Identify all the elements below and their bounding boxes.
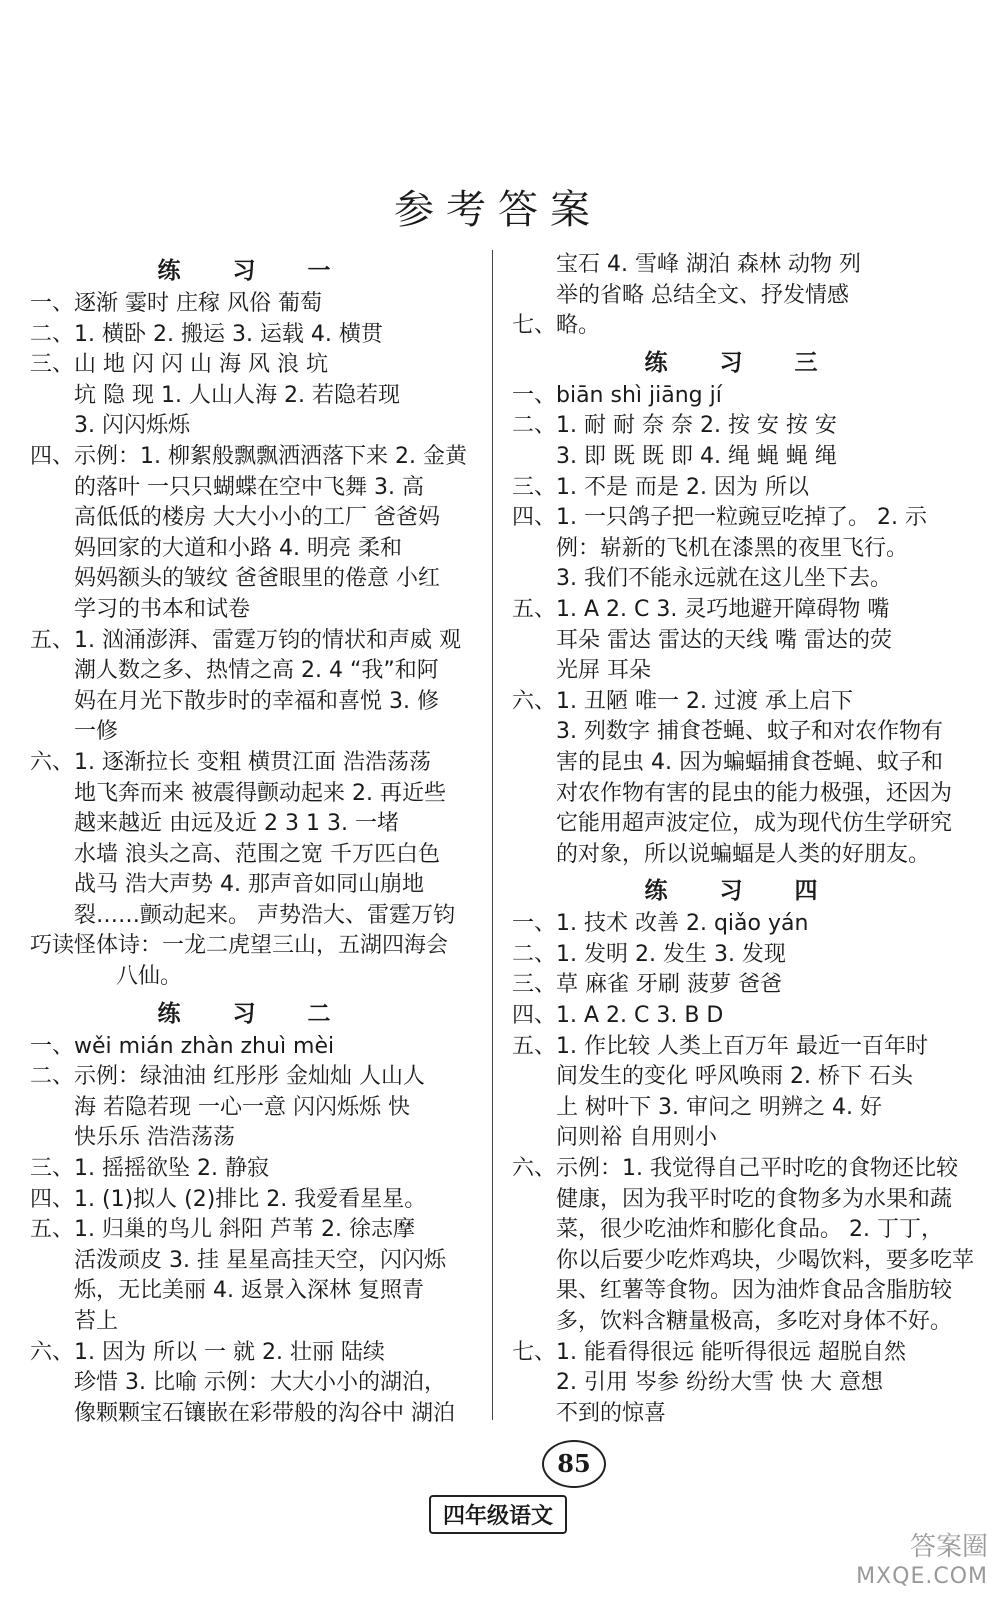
left-answer-line: 五、1. 归巢的鸟儿 斜阳 芦苇 2. 徐志摩 xyxy=(30,1217,415,1243)
right-answer-line: 七、略。 xyxy=(512,313,601,339)
left-answer-line: 快乐乐 浩浩荡荡 xyxy=(74,1125,235,1151)
right-answer-line: 三、草 麻雀 牙刷 菠萝 爸爸 xyxy=(512,972,782,998)
left-answer-line: 一修 xyxy=(74,719,119,745)
right-answer-line: 四、1. 一只鸽子把一粒豌豆吃掉了。 2. 示 xyxy=(512,505,927,531)
left-answer-line: 四、示例：1. 柳絮般飘飘洒洒落下来 2. 金黄 xyxy=(30,443,467,469)
left-answer-line: 二、示例：绿油油 红彤彤 金灿灿 人山人 xyxy=(30,1064,425,1090)
left-answer-line: 坑 隐 现 1. 人山人海 2. 若隐若现 xyxy=(74,382,400,408)
left-answer-line: 六、1. 因为 所以 一 就 2. 壮丽 陆续 xyxy=(30,1339,385,1365)
right-answer-line: 的对象，所以说蝙蝠是人类的好朋友。 xyxy=(556,841,931,867)
right-answer-line: 耳朵 雷达 雷达的天线 嘴 雷达的荧 xyxy=(556,627,892,653)
left-answer-line: 三、1. 摇摇欲坠 2. 静寂 xyxy=(30,1156,269,1182)
right-answer-line: 七、1. 能看得很远 能听得很远 超脱自然 xyxy=(512,1339,906,1365)
right-answer-line: 3. 即 既 既 即 4. 绳 蝇 蝇 绳 xyxy=(556,443,837,469)
footer xyxy=(0,1495,996,1534)
left-answer-line: 活泼顽皮 3. 挂 星星高挂天空，闪闪烁 xyxy=(74,1247,446,1273)
right-answer-line: 六、1. 丑陋 唯一 2. 过渡 承上启下 xyxy=(512,688,853,714)
left-answer-line: 学习的书本和试卷 xyxy=(74,596,251,622)
right-answer-line: 间发生的变化 呼风唤雨 2. 桥下 石头 xyxy=(556,1064,913,1090)
left-answer-column xyxy=(30,250,480,1429)
right-answer-line: 宝石 4. 雪峰 湖泊 森林 动物 列 xyxy=(556,252,861,277)
right-answer-line: 举的省略 总结全文、抒发情感 xyxy=(556,282,849,308)
column-divider xyxy=(492,250,493,1420)
right-answer-line: 你以后要少吃炸鸡块，少喝饮料，要多吃苹 xyxy=(556,1247,975,1273)
left-answer-line: 水墙 浪头之高、范围之宽 千万匹白色 xyxy=(74,841,440,867)
left-answer-line: 妈在月光下散步时的幸福和喜悦 3. 修 xyxy=(74,688,439,714)
left-answer-line: 高低低的楼房 大大小小的工厂 爸爸妈 xyxy=(74,505,440,531)
left-section-heading: 练 习 二 xyxy=(157,1000,353,1027)
watermark-url: MXQE.COM xyxy=(856,1564,988,1589)
right-answer-line: 3. 列数字 捕食苍蝇、蚊子和对农作物有 xyxy=(556,719,943,745)
left-answer-line: 珍惜 3. 比喻 示例：大大小小的湖泊， xyxy=(74,1370,446,1396)
right-answer-line: 六、示例：1. 我觉得自己平时吃的食物还比较 xyxy=(512,1156,958,1182)
left-answer-line: 像颗颗宝石镶嵌在彩带般的沟谷中 湖泊 xyxy=(74,1400,455,1426)
left-answer-line: 三、山 地 闪 闪 山 海 风 浪 坑 xyxy=(30,352,328,378)
right-answer-line: 四、1. A 2. C 3. B D xyxy=(512,1003,724,1029)
right-answer-line: 五、1. A 2. C 3. 灵巧地避开障碍物 嘴 xyxy=(512,596,890,622)
right-answer-line: 例：崭新的飞机在漆黑的夜里飞行。 xyxy=(556,535,909,561)
grade-label: 四年级语文 xyxy=(429,1495,567,1534)
right-answer-line: 二、1. 发明 2. 发生 3. 发现 xyxy=(512,941,786,967)
right-answer-line: 多，饮料含糖量极高，多吃对身体不好。 xyxy=(556,1309,953,1334)
right-answer-line: 一、1. 技术 改善 2. qiǎo yán xyxy=(512,911,809,937)
right-answer-line: 它能用超声波定位，成为现代仿生学研究 xyxy=(556,811,953,837)
right-answer-line: 2. 引用 岑参 纷纷大雪 快 大 意想 xyxy=(556,1370,883,1396)
right-answer-line: 三、1. 不是 而是 2. 因为 所以 xyxy=(512,474,809,500)
right-answer-line: 问则裕 自用则小 xyxy=(556,1125,717,1151)
right-answer-line: 不到的惊喜 xyxy=(556,1400,667,1426)
right-answer-line: 3. 我们不能永远就在这儿坐下去。 xyxy=(556,566,892,592)
left-answer-line: 一、逐渐 霎时 庄稼 风俗 葡萄 xyxy=(30,291,322,316)
left-answer-line: 一、wěi mián zhàn zhuì mèi xyxy=(30,1033,335,1059)
right-answer-column xyxy=(512,250,975,1429)
left-answer-line: 苔上 xyxy=(74,1309,119,1334)
left-answer-line: 的落叶 一只只蝴蝶在空中飞舞 3. 高 xyxy=(74,474,424,500)
right-answer-line: 果、红薯等食物。因为油炸食品含脂肪较 xyxy=(556,1278,953,1304)
left-answer-line: 四、1. (1)拟人 (2)排比 2. 我爱看星星。 xyxy=(30,1186,427,1212)
right-answer-line: 健康，因为我平时吃的食物多为水果和蔬 xyxy=(556,1186,953,1212)
right-answer-line: 菜，很少吃油炸和膨化食品。 2. 丁丁， xyxy=(556,1217,943,1243)
left-answer-line: 潮人数之多、热情之高 2. 4 “我”和阿 xyxy=(74,658,439,684)
page-title: 参考答案 xyxy=(394,187,602,233)
left-answer-line: 妈回家的大道和小路 4. 明亮 柔和 xyxy=(74,535,402,561)
right-section-heading: 练 习 四 xyxy=(644,878,840,905)
right-answer-line: 五、1. 作比较 人类上百万年 最近一百年时 xyxy=(512,1033,928,1059)
right-answer-line: 上 树叶下 3. 审问之 明辨之 4. 好 xyxy=(556,1094,882,1120)
left-answer-line: 战马 浩大声势 4. 那声音如同山崩地 xyxy=(74,872,424,898)
left-answer-line: 海 若隐若现 一心一意 闪闪烁烁 快 xyxy=(74,1094,410,1120)
right-answer-line: 害的昆虫 4. 因为蝙蝠捕食苍蝇、蚊子和 xyxy=(556,749,943,775)
right-answer-line: 光屏 耳朵 xyxy=(556,658,651,684)
left-answer-line: 地飞奔而来 被震得颤动起来 2. 再近些 xyxy=(74,780,446,806)
left-answer-line: 裂……颤动起来。 声势浩大、雷霆万钧 xyxy=(74,902,455,928)
right-section-heading: 练 习 三 xyxy=(644,349,840,376)
right-answer-line: 二、1. 耐 耐 奈 奈 2. 按 安 按 安 xyxy=(512,413,837,439)
left-answer-line: 烁，无比美丽 4. 返景入深林 复照青 xyxy=(74,1278,424,1304)
page-number: 85 xyxy=(542,1440,606,1488)
right-answer-line: 对农作物有害的昆虫的能力极强，还因为 xyxy=(556,780,953,806)
left-answer-line: 六、1. 逐渐拉长 变粗 横贯江面 浩浩荡荡 xyxy=(30,749,431,775)
right-answer-line: 一、biān shì jiāng jí xyxy=(512,382,722,408)
watermark-logo xyxy=(856,1532,988,1592)
watermark-logo-text: 答案圈 xyxy=(909,1532,988,1562)
left-answer-line: 3. 闪闪烁烁 xyxy=(74,413,190,439)
left-answer-line: 五、1. 汹涌澎湃、雷霆万钧的情状和声威 观 xyxy=(30,627,461,653)
left-answer-line: 八仙。 xyxy=(116,964,183,990)
left-answer-line: 二、1. 横卧 2. 搬运 3. 运载 4. 横贯 xyxy=(30,321,383,347)
left-answer-line: 妈妈额头的皱纹 爸爸眼里的倦意 小红 xyxy=(74,566,440,592)
left-section-heading: 练 习 一 xyxy=(157,258,353,284)
left-answer-line: 巧读怪体诗：一龙二虎望三山，五湖四海会 xyxy=(30,933,449,959)
left-answer-line: 越来越近 由远及近 2 3 1 3. 一堵 xyxy=(74,811,399,837)
